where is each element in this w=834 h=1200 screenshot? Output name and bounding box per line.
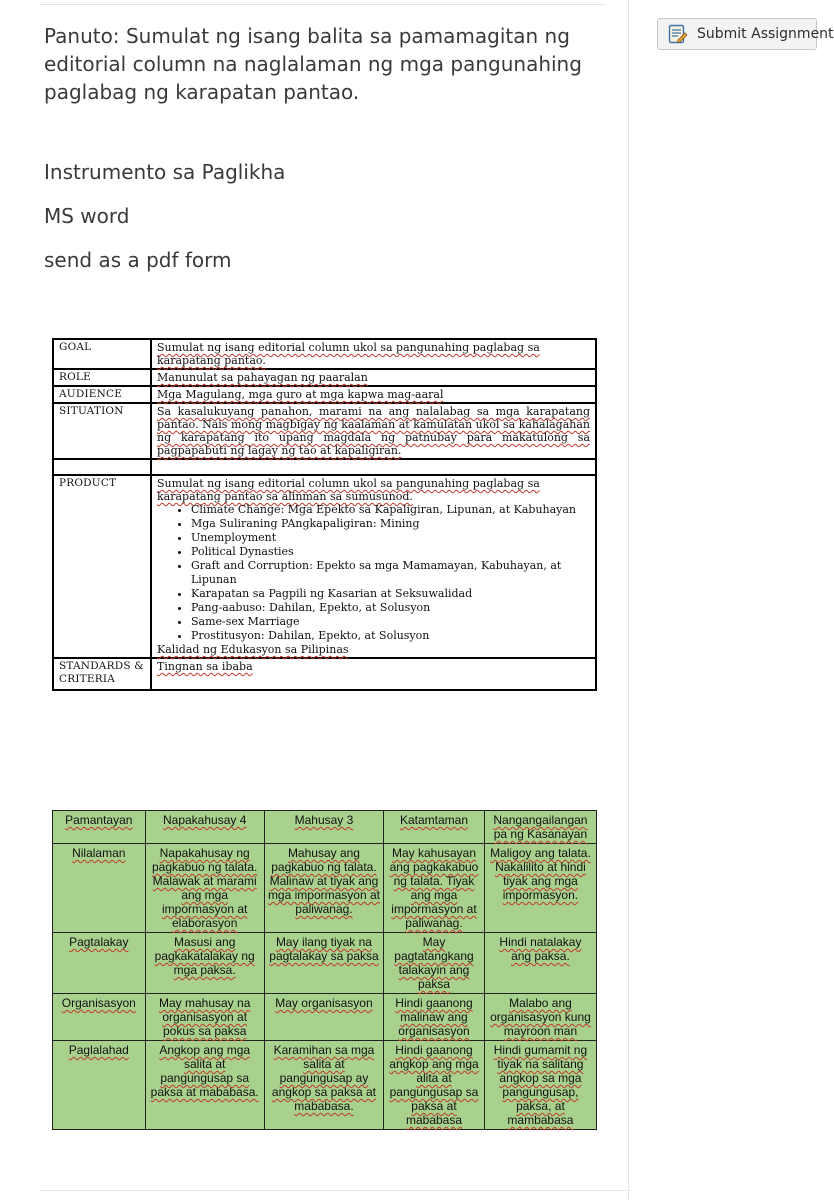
list-item: • Same-sex Marriage	[191, 615, 590, 629]
list-item: • Karapatan sa Pagpili ng Kasarian at Seksuwalidad	[191, 587, 590, 601]
rubric-cell: Hindi gaanong malinaw ang organisasyon	[384, 994, 485, 1041]
table-row	[53, 933, 597, 994]
grasps-value	[151, 459, 596, 475]
top-divider	[40, 4, 605, 5]
rubric-cell: Maligoy ang talata. Nakalilito at hindi tiyak ang mga impormasyon.	[484, 844, 596, 933]
rubric-table	[52, 810, 597, 1130]
grasps-value: Mga Magulang, mga guro at mga kapwa mag-aaral	[151, 386, 596, 403]
grasps-row-situation	[53, 403, 596, 459]
grasps-key: PRODUCT	[53, 475, 151, 658]
table-row	[53, 1041, 597, 1130]
rubric-cell: Masusi ang pagkakatalakay ng mga paksa.	[145, 933, 264, 994]
instrument-label: Instrumento sa Paglikha	[44, 160, 286, 184]
grasps-key: ROLE	[53, 369, 151, 386]
instructions-text: Panuto: Sumulat ng isang balita sa pamamagitan ng editorial column na naglalaman ng mga pangunahing paglabag ng karapatan pantao.	[44, 24, 582, 104]
grasps-row-product	[53, 475, 596, 658]
rubric-criterion: Paglalahad	[53, 1041, 146, 1130]
rubric-header-row	[53, 811, 597, 844]
grasps-table	[52, 338, 597, 691]
submit-assignment-label: Submit Assignment	[697, 26, 834, 42]
list-item: • Climate Change: Mga Epekto sa Kapaligiran, Lipunan, at Kabuhayan	[191, 503, 590, 517]
grasps-row-audience	[53, 386, 596, 403]
rubric-cell: May kahusayan ang pagkakabuo ng talata. Tiyak ang mga impormasyon at paliwanag.	[384, 844, 485, 933]
grasps-value: Tingnan sa ibaba	[151, 658, 596, 690]
rubric-header: Napakahusay 4	[145, 811, 264, 844]
submit-assignment-button[interactable]	[657, 18, 834, 50]
ms-word-text: MS word	[44, 204, 130, 228]
rubric-criterion: Organisasyon	[53, 994, 146, 1041]
rubric-cell: May pagtatangkang talakayin ang paksa	[384, 933, 485, 994]
grasps-row-empty	[53, 459, 596, 475]
sidebar-divider	[628, 0, 629, 1200]
grasps-row-goal	[53, 339, 596, 369]
rubric-cell: Angkop ang mga salita at pangungusap sa paksa at mababasa.	[145, 1041, 264, 1130]
rubric-cell: Malabo ang organisasyon kung mayroon man	[484, 994, 596, 1041]
rubric-cell: Mahusay ang pagkabuo ng talata. Malinaw at tiyak ang mga impormasyon at paliwanag.	[264, 844, 383, 933]
rubric-criterion: Pagtalakay	[53, 933, 146, 994]
submit-assignment-icon	[668, 24, 688, 44]
grasps-key: GOAL	[53, 339, 151, 369]
rubric-header: Nangangailangan pa ng Kasanayan	[484, 811, 596, 844]
list-item: • Pang-aabuso: Dahilan, Epekto, at Solusyon	[191, 601, 590, 615]
grasps-value: Sa kasalukuyang panahon, marami na ang nalalabag sa mga karapatang pantao. Nais mong magbigay ng kaalaman at kamulatan ukol sa kahalagahan ng karapatang ito upang magdala ng patnubay para makatulong sa pagpapabuti ng lagay ng tao at kapaligiran.	[151, 403, 596, 459]
product-topic-list	[157, 503, 590, 643]
grasps-key: AUDIENCE	[53, 386, 151, 403]
rubric-cell: Napakahusay ng pagkabuo ng talata. Malawak at marami ang mga impormasyon at elaborasyon	[145, 844, 264, 933]
rubric-header: Katamtaman	[384, 811, 485, 844]
grasps-row-standards	[53, 658, 596, 690]
grasps-value: Sumulat ng isang editorial column ukol sa pangunahing paglabag sa karapatang pantao.	[151, 339, 596, 369]
table-row	[53, 844, 597, 933]
grasps-value	[151, 475, 596, 658]
list-item: • Graft and Corruption: Epekto sa mga Mamamayan, Kabuhayan, at Lipunan	[191, 559, 590, 587]
rubric-cell: Hindi gumamit ng tiyak na salitang angkop sa mga pangungusap, paksa, at mambabasa	[484, 1041, 596, 1130]
rubric-criterion: Nilalaman	[53, 844, 146, 933]
grasps-key: STANDARDS & CRITERIA	[53, 658, 151, 690]
grasps-key: SITUATION	[53, 403, 151, 459]
rubric-header: Pamantayan	[53, 811, 146, 844]
rubric-cell: Hindi natalakay ang paksa.	[484, 933, 596, 994]
grasps-value: Manunulat sa pahayagan ng paaralan	[151, 369, 596, 386]
list-item: • Political Dynasties	[191, 545, 590, 559]
grasps-key	[53, 459, 151, 475]
rubric-cell: Hindi gaanong angkop ang mga alita at pangungusap sa paksa at mababasa	[384, 1041, 485, 1130]
product-last-topic: Kalidad ng Edukasyon sa Pilipinas	[157, 643, 349, 656]
rubric-header: Mahusay 3	[264, 811, 383, 844]
rubric-cell: May mahusay na organisasyon at pokus sa paksa	[145, 994, 264, 1041]
product-intro: Sumulat ng isang editorial column ukol sa pangunahing paglabag sa karapatang pantao sa alinman sa sumusunod.	[157, 477, 540, 503]
rubric-cell: Karamihan sa mga salita at pangungusap ay angkop sa paksa at mababasa.	[264, 1041, 383, 1130]
send-pdf-text: send as a pdf form	[44, 248, 232, 272]
list-item: • Prostitusyon: Dahilan, Epekto, at Solusyon	[191, 629, 590, 643]
grasps-row-role	[53, 369, 596, 386]
list-item: • Mga Suliraning PAngkapaligiran: Mining	[191, 517, 590, 531]
rubric-cell: May ilang tiyak na pagtalakay sa paksa	[264, 933, 383, 994]
bottom-divider	[40, 1190, 628, 1191]
rubric-cell: May organisasyon	[264, 994, 383, 1041]
table-row	[53, 994, 597, 1041]
list-item: • Unemployment	[191, 531, 590, 545]
